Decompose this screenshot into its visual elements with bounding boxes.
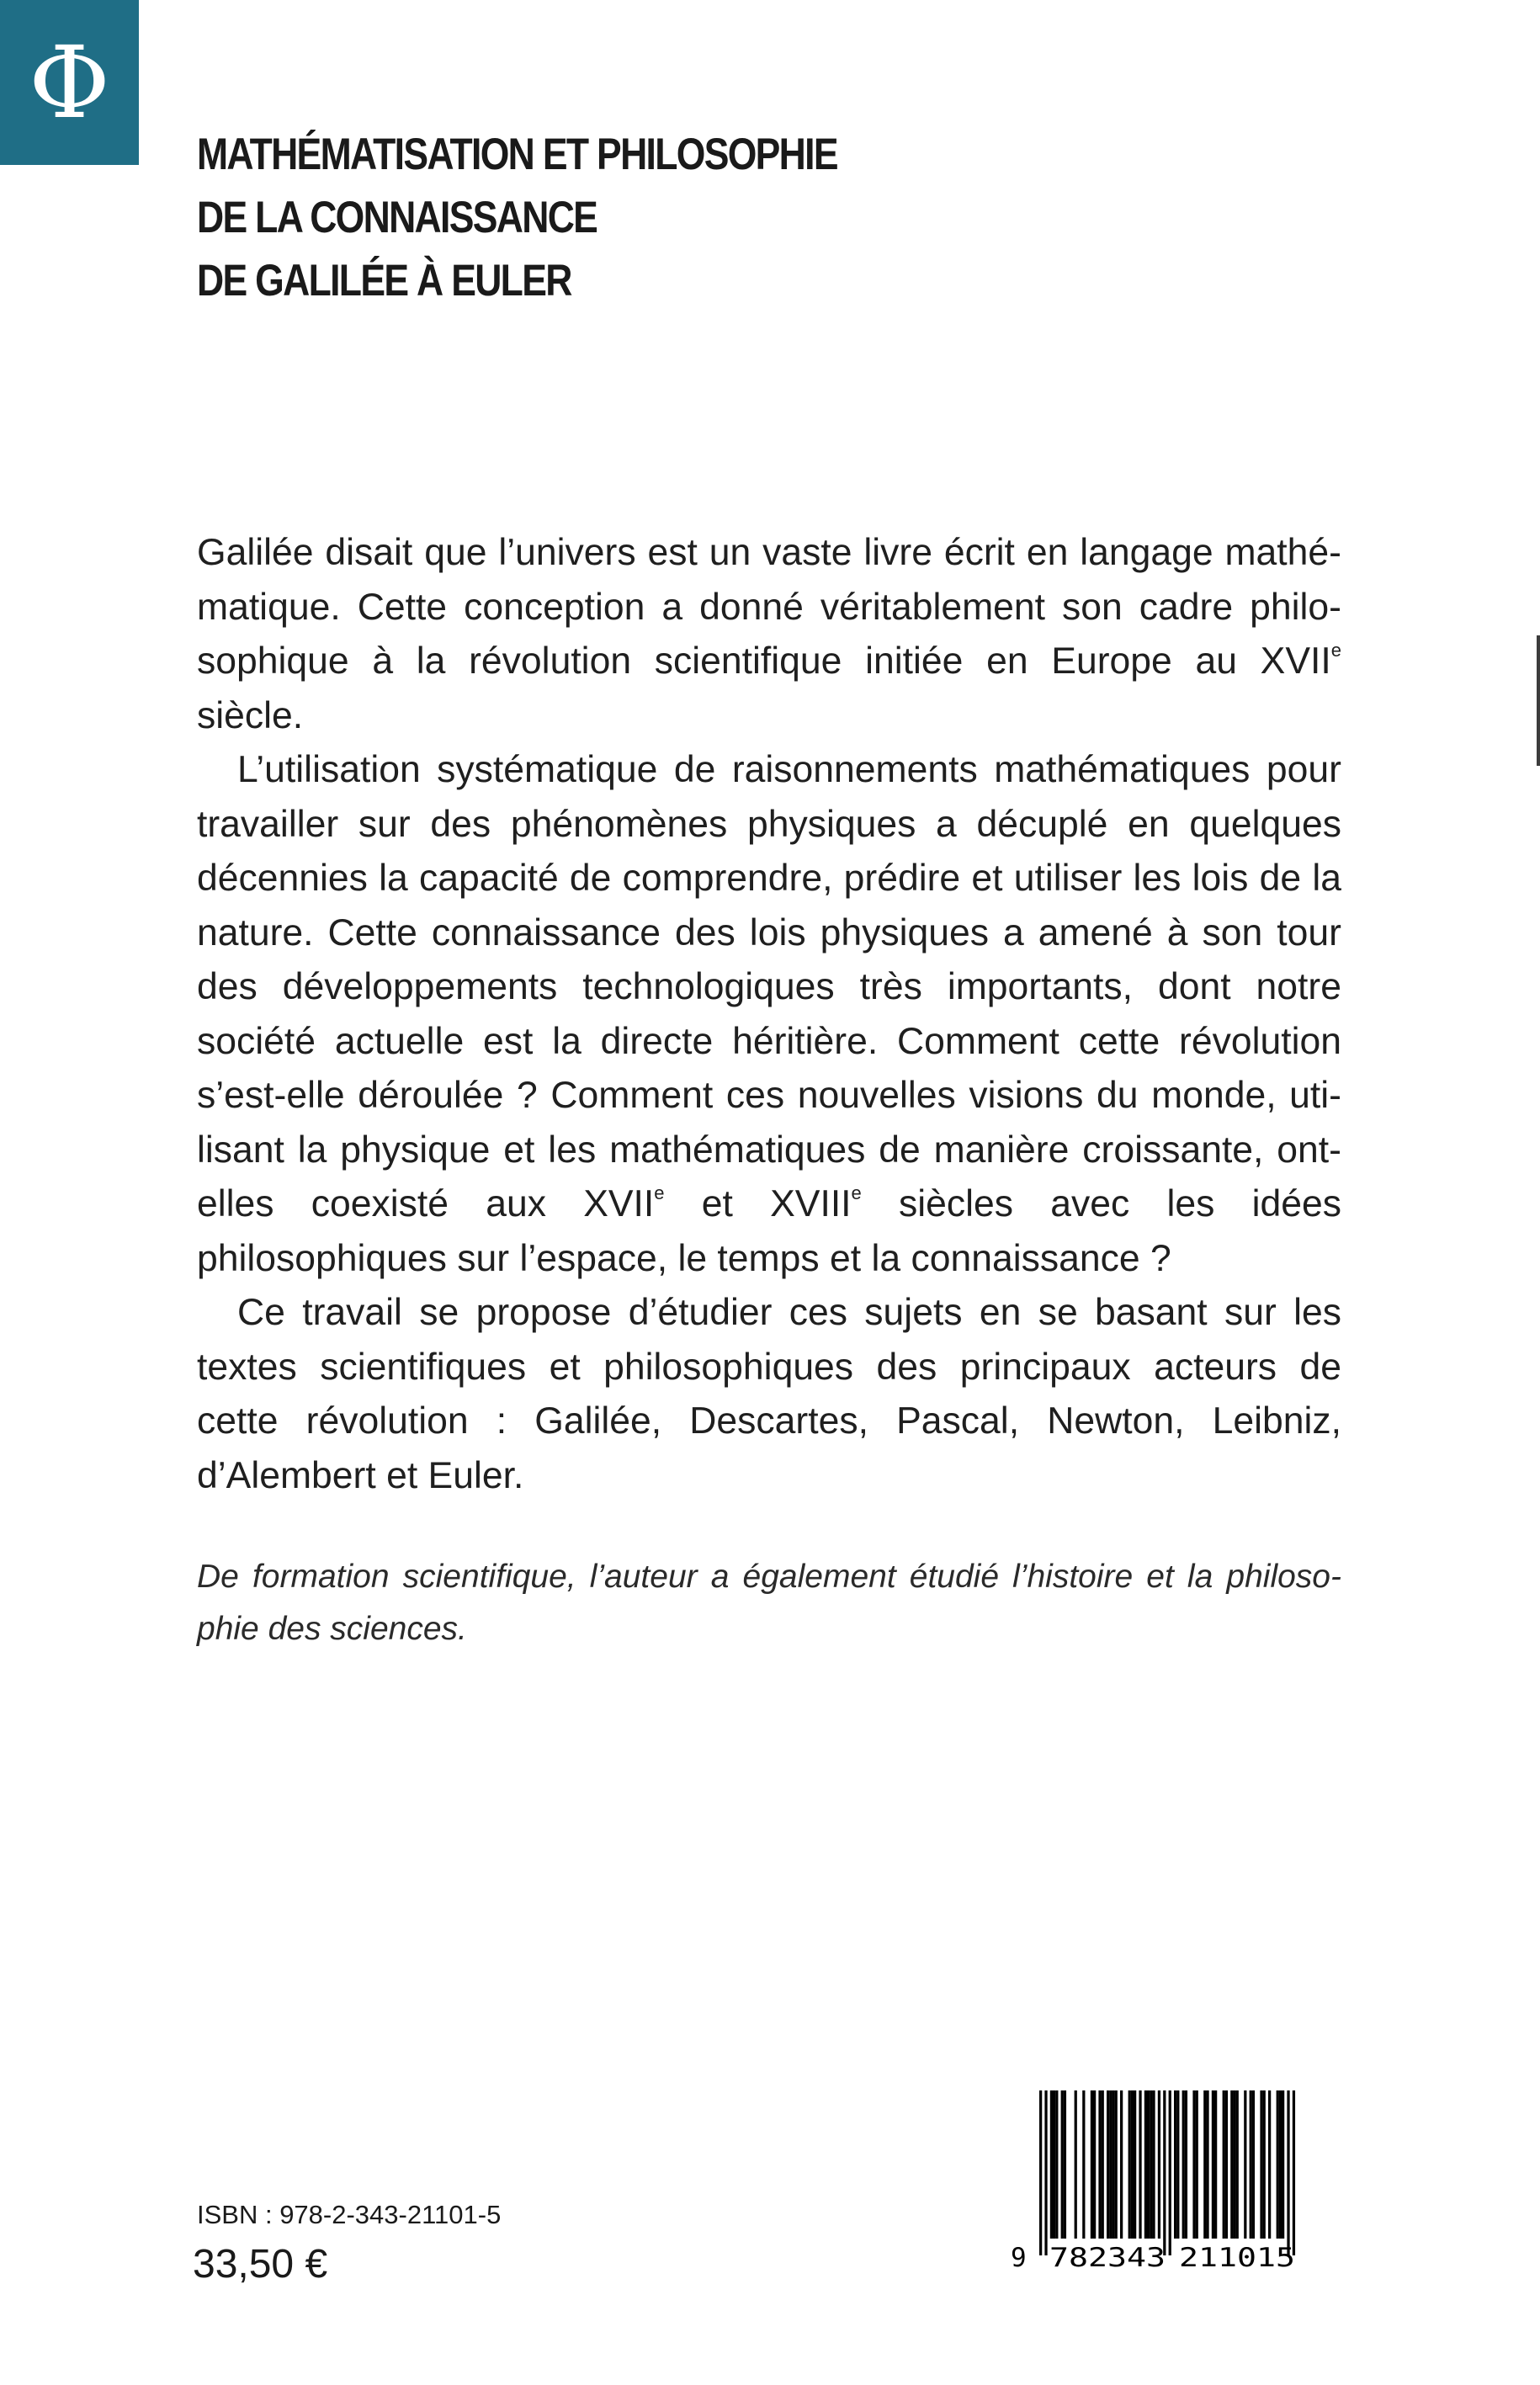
barcode-bar <box>1212 2090 1214 2239</box>
barcode-bar <box>1044 2090 1047 2255</box>
barcode-bar <box>1131 2090 1134 2239</box>
barcode-bar <box>1293 2090 1295 2255</box>
blurb-paragraph-3: Ce travail se propose d’étudier ces sujets en se basant sur les textes scientifiques et philosophiques des principaux acteurs de cette révolution : Galilée, Descartes, Pascal, Newton, Leibniz, d’Alembert et Euler. <box>197 1292 1341 1496</box>
barcode-bar <box>1075 2090 1077 2239</box>
publisher-logo <box>0 0 139 165</box>
ean13-barcode-icon <box>999 2085 1342 2274</box>
barcode-right-digits: 211015 <box>1179 2243 1295 2273</box>
barcode-bar <box>1158 2090 1160 2239</box>
price-text: 33,50 € <box>193 2242 328 2287</box>
barcode-bar <box>1163 2090 1166 2255</box>
title-line-3: DE GALILÉE À EULER <box>197 256 571 305</box>
barcode-bar <box>1263 2090 1266 2239</box>
barcode-bar <box>1147 2090 1150 2239</box>
barcode-bar <box>1192 2090 1195 2239</box>
barcode-bar <box>1223 2090 1225 2239</box>
barcode-bar <box>1064 2090 1066 2239</box>
barcode-bar <box>1260 2090 1262 2239</box>
barcode-first-digit: 9 <box>1011 2243 1027 2273</box>
barcode-bar <box>1128 2090 1131 2239</box>
barcode-bar <box>1214 2090 1217 2239</box>
barcode-bar <box>1252 2090 1255 2239</box>
barcode-bar <box>1233 2090 1235 2239</box>
barcode-bar <box>1102 2090 1104 2239</box>
barcode-bar <box>1230 2090 1233 2239</box>
barcode-graphic <box>999 2085 1342 2274</box>
blurb-paragraph-1: Galilée disait que l’univers est un vaste livre écrit en langage mathématique. Cette conception a donné véritablement son cadre philosophique à la révolution scientifique initiée en Europe au XVIIe siècle. <box>197 532 1341 736</box>
barcode-bar <box>1196 2090 1198 2239</box>
barcode-bar <box>1236 2090 1239 2239</box>
barcode-bar <box>1176 2090 1179 2239</box>
barcode-bar <box>1144 2090 1147 2239</box>
barcode-bar <box>1115 2090 1118 2239</box>
title-line-2: DE LA CONNAISSANCE <box>197 193 597 242</box>
barcode-bar <box>1203 2090 1206 2239</box>
barcode-bar <box>1109 2090 1112 2239</box>
blurb-paragraph-2: L’utilisation systématique de raisonnements mathématiques pour travailler sur des phénomènes physiques a décuplé en quelques décennies la capacité de comprendre, prédire et utiliser les lois de la nature. Cette connaissance des lois physiques a amené à son tour des développements technologiques très importants, dont notre société actuelle est la directe héritière. Comment cette révolution s’est-elle déroulée ? Comment ces nouvelles visions du monde, utilisant la physique et les mathématiques de manière croissante, ontelles coexisté aux XVIIe et XVIIIe siècles avec les idées philosophiques sur l’espace, le temps et la connaissance ? <box>197 749 1341 1279</box>
barcode-bar <box>1050 2090 1053 2239</box>
barcode-bar <box>1152 2090 1155 2239</box>
barcode-bar <box>1120 2090 1123 2239</box>
phi-icon: Φ <box>29 24 110 141</box>
author-note: De formation scientifique, l’auteur a également étudié l’histoire et la philosophie des sciences. <box>197 1559 1341 1647</box>
barcode-bar <box>1182 2090 1185 2239</box>
barcode-bar <box>1279 2090 1282 2239</box>
isbn-text: ISBN : 978-2-343-21101-5 <box>197 2200 502 2229</box>
barcode-bar <box>1055 2090 1058 2239</box>
barcode-left-digits: 782343 <box>1049 2243 1166 2273</box>
barcode-bar <box>1134 2090 1136 2239</box>
book-title <box>197 123 837 312</box>
barcode-bar <box>1250 2090 1252 2239</box>
barcode-bar <box>1287 2090 1289 2255</box>
barcode-bar <box>1185 2090 1187 2239</box>
title-line-1: MATHÉMATISATION ET PHILOSOPHIE <box>197 130 837 179</box>
barcode-bar <box>1150 2090 1152 2239</box>
barcode-bar <box>1061 2090 1064 2239</box>
barcode-bar <box>1169 2090 1171 2255</box>
barcode-bar <box>1082 2090 1085 2239</box>
barcode-bar <box>1244 2090 1246 2239</box>
spine-edge-mark <box>1537 635 1540 766</box>
barcode-bar <box>1268 2090 1271 2239</box>
barcode-bar <box>1093 2090 1096 2239</box>
back-cover-blurb <box>197 526 1341 1503</box>
barcode-bar <box>1091 2090 1093 2239</box>
barcode-bar <box>1139 2090 1141 2239</box>
barcode-bar <box>1053 2090 1055 2239</box>
barcode-bar <box>1098 2090 1101 2239</box>
barcode-bar <box>1206 2090 1208 2239</box>
barcode-bar <box>1174 2090 1176 2239</box>
barcode-bar <box>1225 2090 1228 2239</box>
barcode-bar <box>1039 2090 1042 2255</box>
barcode-bar <box>1112 2090 1114 2239</box>
barcode-bar <box>1282 2090 1284 2239</box>
barcode-bar <box>1107 2090 1109 2239</box>
barcode-bar <box>1277 2090 1279 2239</box>
